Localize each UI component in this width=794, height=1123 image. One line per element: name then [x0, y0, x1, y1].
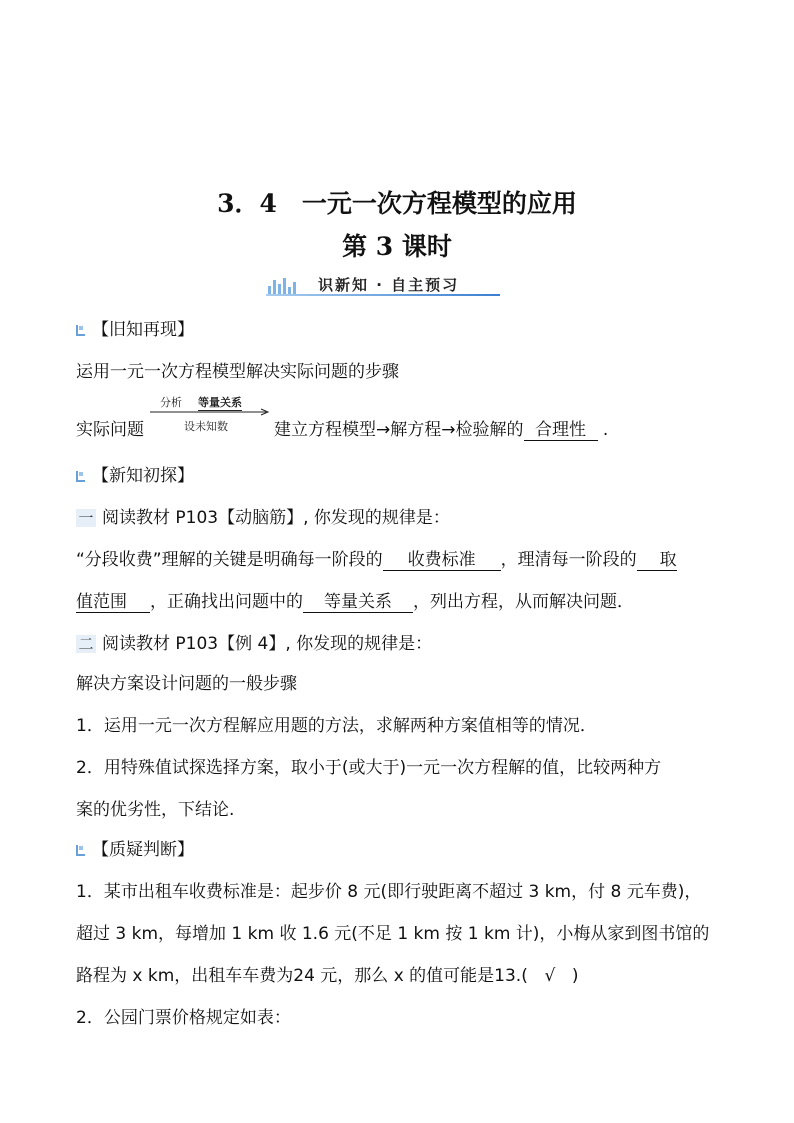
answer-check-mark: √	[544, 966, 556, 986]
section-badge	[266, 274, 500, 296]
review-intro: 运用一元一次方程模型解决实际问题的步骤	[76, 362, 399, 382]
arrow-label-analyze: 分析	[160, 396, 182, 409]
section-marker-icon	[76, 471, 85, 482]
lesson-subtitle: 第 3 课时	[342, 232, 452, 261]
section-marker-icon	[76, 325, 85, 336]
explore-paragraph-line1: “分段收费”理解的关键是明确每一阶段的 收费标准 ，理清每一阶段的 取	[76, 550, 677, 570]
explore-item-2: 二 阅读教材 P103【例 4】, 你发现的规律是：	[76, 629, 432, 654]
section-heading-explore: 【新知初探】	[76, 461, 194, 486]
blank-answer: 等量关系	[303, 592, 413, 613]
steps-title: 解决方案设计问题的一般步骤	[76, 674, 297, 694]
blank-answer: 收费标准	[383, 550, 501, 571]
blank-answer: 取	[637, 550, 677, 571]
explore-item-1: 一 阅读教材 P103【动脑筋】, 你发现的规律是：	[76, 503, 450, 528]
review-rest: 建立方程模型→解方程→检验解的 合理性 .	[274, 420, 609, 440]
arrow-label-unknown: 设未知数	[184, 420, 228, 433]
section-heading-review: 【旧知再现】	[76, 315, 194, 340]
number-two-icon: 二	[76, 635, 96, 653]
right-arrow-icon	[150, 408, 272, 416]
section-heading-judge: 【质疑判断】	[76, 835, 194, 860]
blank-answer: 合理性	[524, 420, 598, 441]
arrow-label-relation: 等量关系	[198, 396, 242, 409]
question-1-line1: 1．某市出租车收费标准是：起步价 8 元(即行驶距离不超过 3 km，付 8 元车费)，	[76, 882, 702, 902]
page-title: 3．4 一元一次方程模型的应用	[217, 189, 577, 218]
step-1: 1．运用一元一次方程解应用题的方法，求解两种方案值相等的情况．	[76, 716, 597, 736]
blank-answer: 值范围	[76, 592, 150, 613]
badge-underline	[266, 294, 500, 296]
question-1-line2: 超过 3 km，每增加 1 km 收 1.6 元(不足 1 km 按 1 km 计)，小梅从家到图书馆的	[76, 924, 710, 944]
step-2-line1: 2．用特殊值试探选择方案，取小于(或大于)一元一次方程解的值，比较两种方	[76, 758, 662, 778]
question-2: 2．公园门票价格规定如表：	[76, 1008, 291, 1028]
badge-text: 识新知 · 自主预习	[318, 276, 460, 294]
explore-paragraph-line2: 值范围 ，正确找出问题中的 等量关系 ，列出方程，从而解决问题．	[76, 592, 634, 612]
review-start: 实际问题	[76, 420, 144, 440]
analysis-arrow	[150, 392, 272, 432]
bars-decoration-icon	[266, 278, 306, 294]
question-1-line3: 路程为 x km，出租车车费为24 元，那么 x 的值可能是13.( √ )	[76, 966, 579, 986]
step-2-line2: 案的优劣性，下结论.	[76, 800, 235, 820]
section-marker-icon	[76, 845, 85, 856]
number-one-icon: 一	[76, 509, 96, 527]
